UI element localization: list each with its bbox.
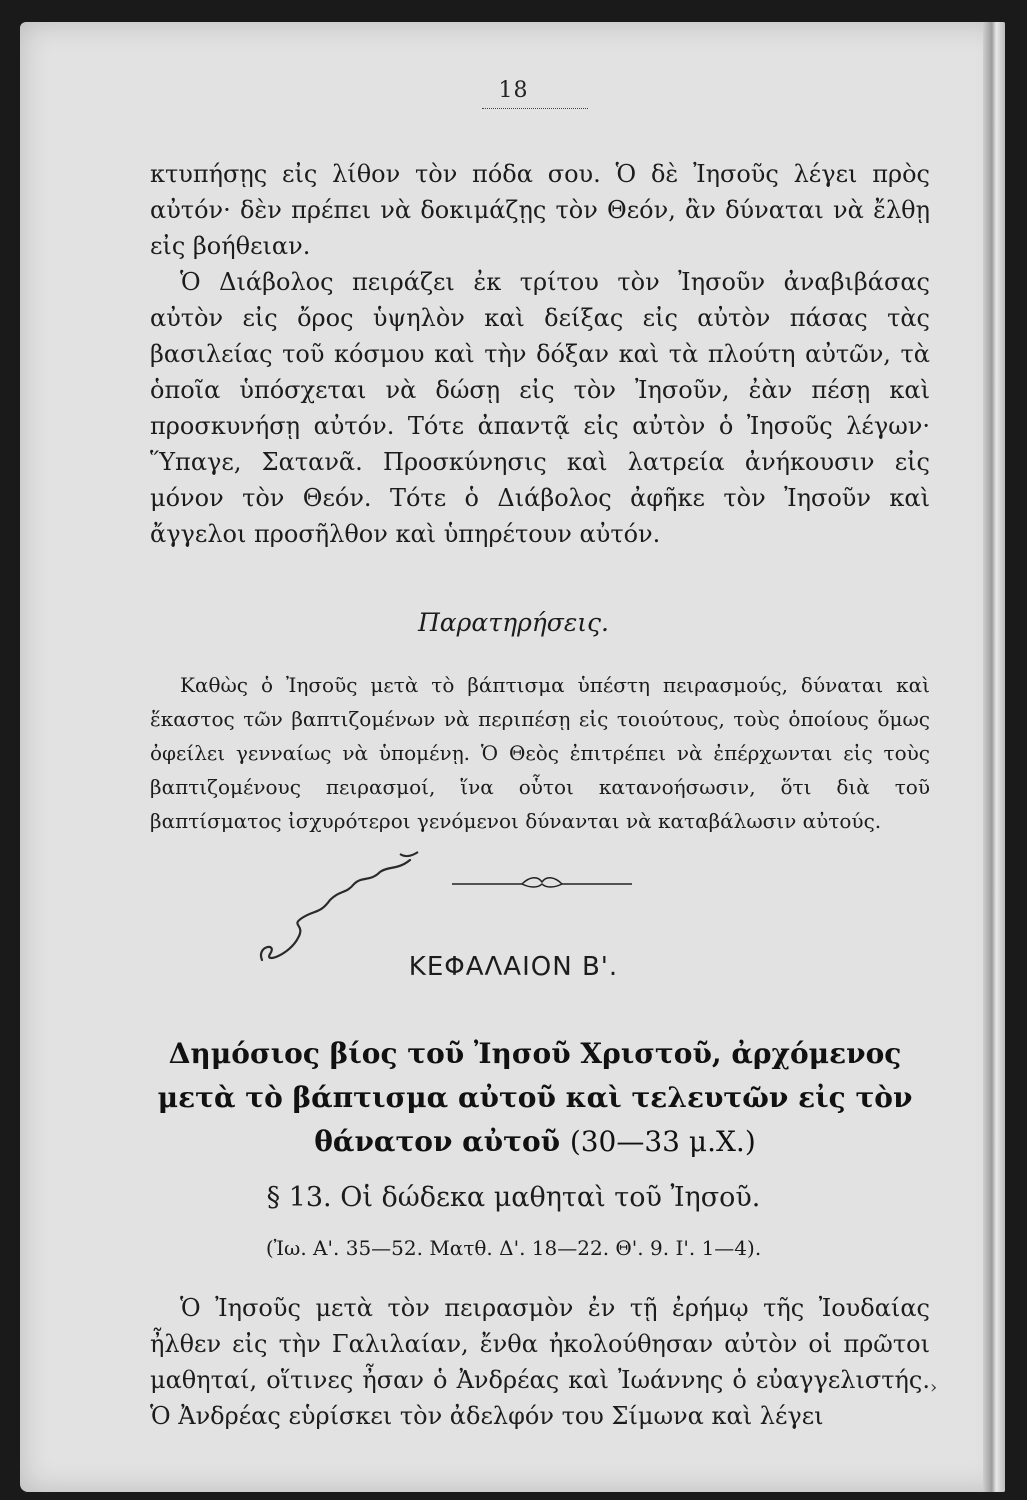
paragraph-disciples	[150, 1290, 930, 1434]
section-references: (Ἰω. Α'. 35—52. Ματθ. Δ'. 18—22. Θ'. 9. Ι'. 1—4).	[265, 1236, 762, 1260]
paragraph-line-block-2: Ὁ Διάβολος πειράζει ἐκ τρίτου τὸν Ἰησοῦν ἀναβιβάσας αὐτὸν εἰς ὄρος ὑψηλὸν καὶ δείξας εἰς αὐτὸν πάσας τὰς βασιλείας τοῦ κόσμου καὶ τὴν δόξαν καὶ τὰ πλούτη αὐτῶν, τὰ ὁποῖα ὑπόσχεται νὰ δώσῃ εἰς τὸν Ἰησοῦν, ἐὰν πέσῃ καὶ προσκυνήσῃ αὐτόν. Τότε ἀπαντᾷ εἰς αὐτὸν ὁ Ἰησοῦς λέγων· Ὕπαγε, Σατανᾶ. Προσκύνησις καὶ λατρεία ἀνήκουσιν εἰς μόνον τὸν Θεόν. Τότε ὁ Διάβολος ἀφῆκε τὸν Ἰησοῦν καὶ ἄγγελοι προσῆλθον καὶ ὑπηρέτουν αὐτόν.	[150, 268, 930, 548]
page-number-rule	[482, 108, 588, 109]
paragraph-line-block-1: κτυπήσῃς εἰς λίθον τὸν πόδα σου. Ὁ δὲ Ἰησοῦς λέγει πρὸς αὐτόν· δὲν πρέπει νὰ δοκιμάζῃς τὸν Θεόν, ἂν δύναται νὰ ἔλθῃ εἰς βοήθειαν.	[150, 160, 930, 260]
page-number: 18	[498, 78, 529, 103]
paragraph-temptation	[150, 156, 930, 552]
chapter-title: ΚΕΦΑΛΑΙΟΝ Β'.	[408, 952, 619, 982]
disciples-text: Ὁ Ἰησοῦς μετὰ τὸν πειρασμὸν ἐν τῇ ἐρήμῳ τῆς Ἰουδαίας ἦλθεν εἰς τὴν Γαλιλαίαν, ἔνθα ἠκολούθησαν αὐτὸν οἱ πρῶτοι μαθηταί, οἵτινες ἦσαν ὁ Ἀνδρέας καὶ Ἰωάννης ὁ εὐαγγελιστής. Ὁ Ἀνδρέας εὑρίσκει τὸν ἀδελφόν του Σίμωνα καὶ λέγει	[150, 1294, 930, 1430]
main-heading-text: Δημόσιος βίος τοῦ Ἰησοῦ Χριστοῦ, ἀρχόμενος μετὰ τὸ βάπτισμα αὐτοῦ καὶ τελευτῶν εἰς τὸν θάνατον αὐτοῦ	[157, 1037, 913, 1158]
divider-ornament	[452, 872, 632, 892]
continuation-mark: ›	[930, 1377, 938, 1398]
section-title: § 13. Οἱ δώδεκα μαθηταὶ τοῦ Ἰησοῦ.	[266, 1182, 761, 1213]
remarks-text: Καθὼς ὁ Ἰησοῦς μετὰ τὸ βάπτισμα ὑπέστη πειρασμούς, δύναται καὶ ἕκαστος τῶν βαπτιζομένων νὰ περιπέσῃ εἰς τοιούτους, τοὺς ὁποίους ὅμως ὀφείλει γενναίως νὰ ὑπομένῃ. Ὁ Θεὸς ἐπιτρέπει νὰ ἐπέρχωνται εἰς τοὺς βαπτιζομένους πειρασμοί, ἵνα οὗτοι κατανοήσωσιν, ὅτι διὰ τοῦ βαπτίσματος ἰσχυρότεροι γενόμενοι δύνανται νὰ καταβάλωσιν αὐτούς.	[150, 673, 930, 833]
page-edge	[983, 22, 1005, 1492]
remarks-paragraph	[150, 668, 930, 838]
main-heading-dates: (30—33 μ.Χ.)	[569, 1125, 756, 1158]
main-heading	[140, 1032, 930, 1164]
remarks-title: Παρατηρήσεις.	[418, 608, 609, 637]
